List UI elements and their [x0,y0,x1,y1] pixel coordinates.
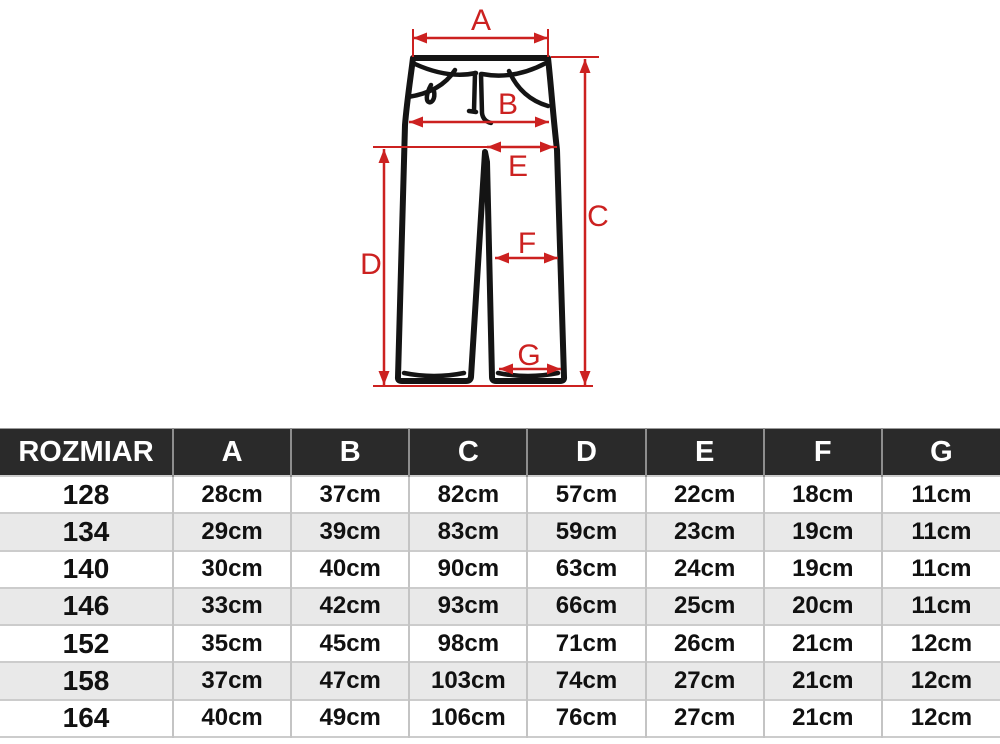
dim-label-e: E [507,150,529,183]
measurement-cell: 18cm [764,476,882,513]
measurement-cell: 40cm [291,551,409,588]
measurement-cell: 27cm [646,700,764,737]
table-row [0,551,1000,588]
measurement-cell: 93cm [409,588,527,625]
measurement-cell: 23cm [646,513,764,550]
dim-label-b: B [497,88,519,121]
measurement-cell: 98cm [409,625,527,662]
measurement-cell: 11cm [882,551,1000,588]
measurement-cell: 11cm [882,588,1000,625]
size-cell: 152 [62,627,110,659]
dimension-a [413,4,548,57]
measurement-cell: 37cm [291,476,409,513]
measurement-cell: 28cm [173,476,291,513]
measurement-cell: 82cm [409,476,527,513]
table-row [0,700,1000,737]
measurement-cell: 37cm [173,662,291,699]
measurement-cell: 20cm [764,588,882,625]
dim-c-arrowhead-bottom [580,371,591,385]
header-row [0,429,1000,477]
column-header-size: ROZMIAR [0,429,173,477]
dim-label-d: D [360,248,382,281]
size-cell: 140 [62,553,110,585]
measurement-cell: 11cm [882,513,1000,550]
size-table [0,428,1000,738]
size-cell: 128 [62,478,110,510]
table-row [0,513,1000,550]
dim-label-a: A [470,4,492,37]
dim-c-arrowhead-top [580,59,591,73]
dim-a-arrowhead-right [534,33,548,44]
measurement-cell: 45cm [291,625,409,662]
measurement-cell: 63cm [527,551,645,588]
column-header-f: F [764,429,882,477]
measurement-cell: 24cm [646,551,764,588]
size-cell: 146 [62,590,110,622]
measurement-cell: 71cm [527,625,645,662]
dim-label-f: F [517,227,537,260]
column-header-a: A [173,429,291,477]
measurement-cell: 26cm [646,625,764,662]
measurement-cell: 42cm [291,588,409,625]
dim-label-g: G [517,339,541,372]
fly-bottom-tick [469,111,476,112]
measurement-cell: 21cm [764,625,882,662]
fly-line-left [474,73,475,111]
measurement-cell: 66cm [527,588,645,625]
measurement-cell: 30cm [173,551,291,588]
size-cell: 134 [62,515,110,547]
column-header-d: D [527,429,645,477]
dim-d-arrowhead-bottom [379,371,390,385]
dim-label-c: C [587,200,609,233]
pants-drawing [398,58,564,381]
measurement-cell: 12cm [882,700,1000,737]
measurement-cell: 33cm [173,588,291,625]
size-table-body [0,476,1000,737]
measurement-cell: 103cm [409,662,527,699]
column-header-g: G [882,429,1000,477]
measurement-cell: 106cm [409,700,527,737]
size-cell: 158 [62,665,110,697]
measurement-cell: 40cm [173,700,291,737]
measurement-cell: 21cm [764,700,882,737]
dim-d-arrowhead-top [379,149,390,163]
measurement-cell: 25cm [646,588,764,625]
table-row [0,662,1000,699]
table-row [0,625,1000,662]
measurement-cell: 21cm [764,662,882,699]
measurement-cell: 19cm [764,551,882,588]
measurement-cell: 22cm [646,476,764,513]
size-cell: 164 [62,702,110,734]
measurement-cell: 76cm [527,700,645,737]
measurement-cell: 59cm [527,513,645,550]
measurement-cell: 12cm [882,625,1000,662]
measurement-cell: 12cm [882,662,1000,699]
column-header-c: C [409,429,527,477]
measurement-cell: 74cm [527,662,645,699]
dim-a-arrowhead-left [413,33,427,44]
measurement-cell: 19cm [764,513,882,550]
measurement-cell: 39cm [291,513,409,550]
table-row [0,476,1000,513]
measurement-cell: 11cm [882,476,1000,513]
measurement-cell: 49cm [291,700,409,737]
column-header-e: E [646,429,764,477]
measurement-cell: 83cm [409,513,527,550]
measurement-cell: 57cm [527,476,645,513]
column-header-b: B [291,429,409,477]
measurement-cell: 90cm [409,551,527,588]
measurement-cell: 27cm [646,662,764,699]
table-row [0,588,1000,625]
size-table-header [0,429,1000,477]
measurement-cell: 29cm [173,513,291,550]
measurement-cell: 47cm [291,662,409,699]
measurement-cell: 35cm [173,625,291,662]
